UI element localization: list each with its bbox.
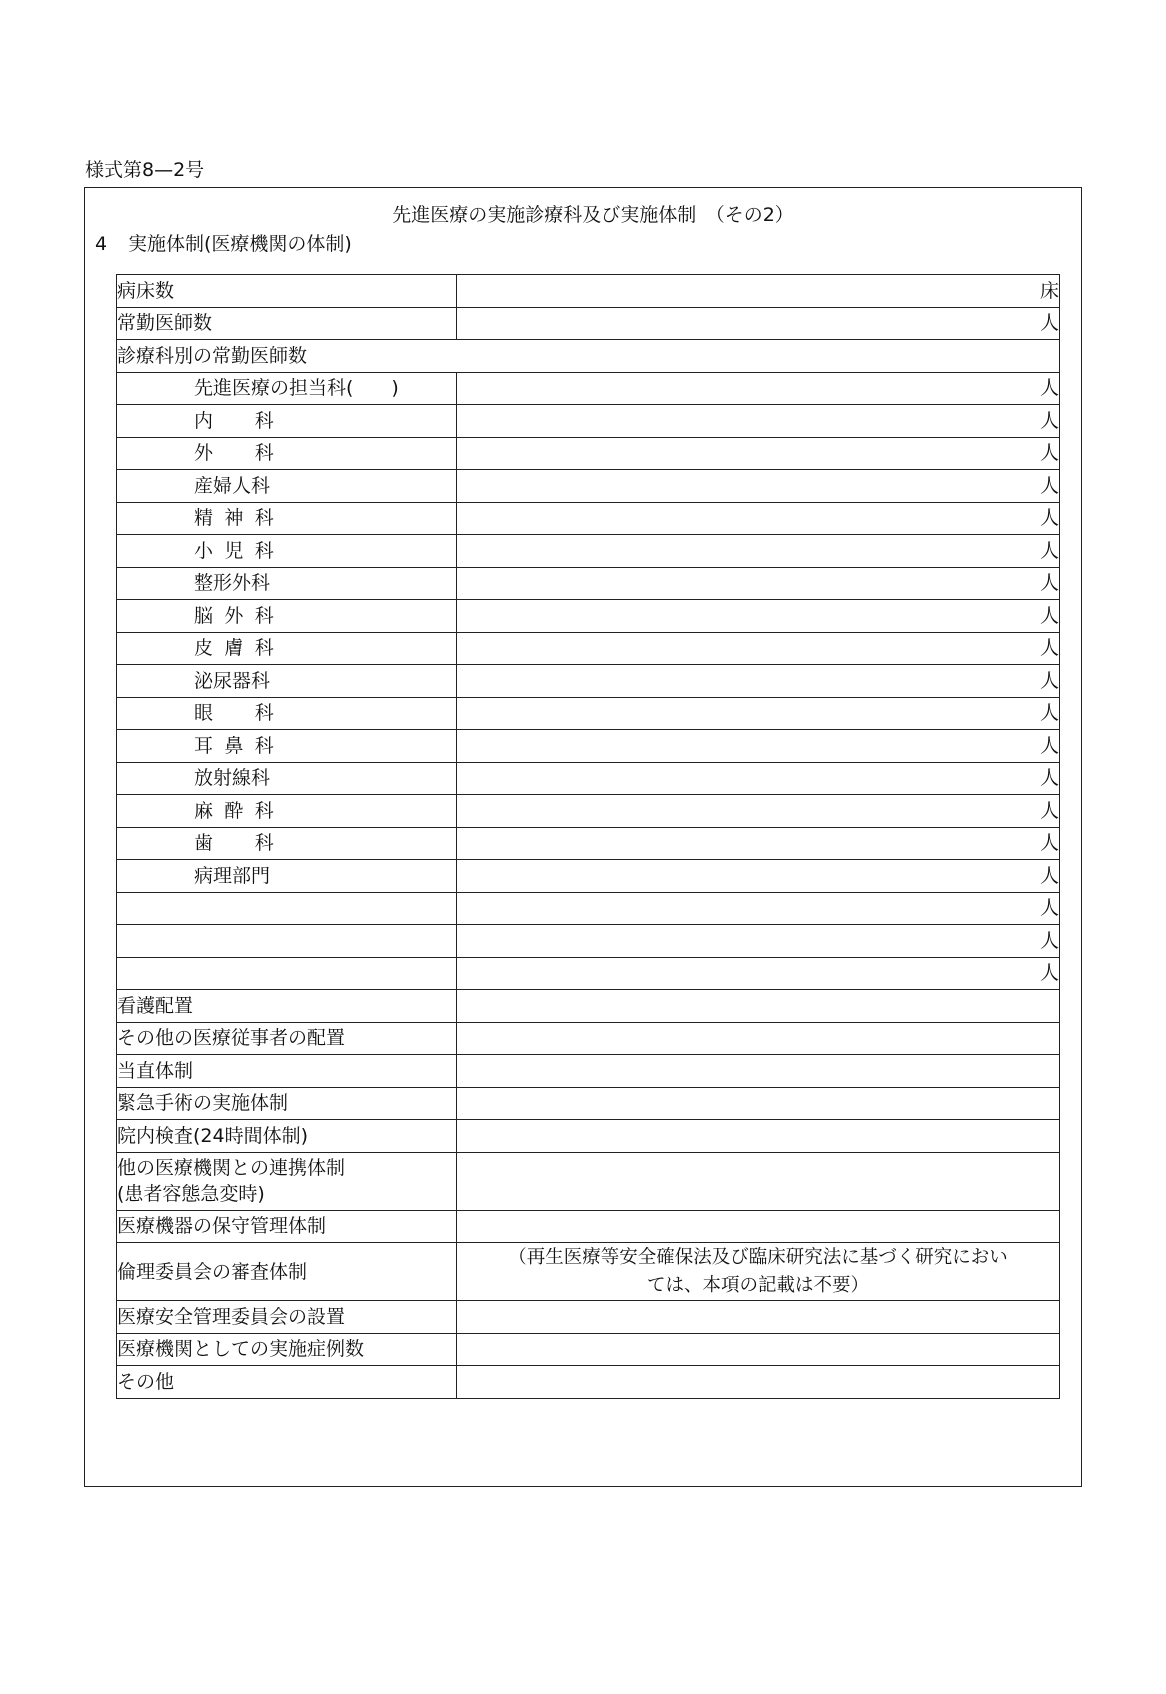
row-label (117, 1333, 457, 1366)
row-unit: 人 (1039, 442, 1059, 465)
row-label (117, 535, 457, 568)
row-label (117, 665, 457, 698)
row-unit: 人 (1039, 474, 1059, 497)
table-row (117, 1210, 1060, 1243)
row-label (117, 502, 457, 535)
table-row (117, 567, 1060, 600)
row-label-text: 内科 (194, 409, 316, 432)
row-label-text: 整形外科 (194, 572, 271, 595)
row-label (117, 827, 457, 860)
row-label-text: 麻酔科 (194, 799, 286, 822)
table-row (117, 1087, 1060, 1120)
form-number: 様式第8—2号 (85, 159, 205, 181)
table-row (117, 1152, 1060, 1210)
row-label-line: 他の医療機関との連携体制 (117, 1157, 346, 1179)
row-label-text: 看護配置 (117, 994, 194, 1017)
row-unit: 人 (1039, 897, 1059, 920)
row-unit: 人 (1039, 572, 1059, 595)
row-unit: 人 (1039, 604, 1059, 627)
row-label-text: 脳外科 (194, 604, 286, 627)
row-value-cell[interactable] (457, 1022, 1060, 1055)
row-value-cell[interactable] (457, 372, 1060, 405)
row-label (117, 730, 457, 763)
row-label (117, 600, 457, 633)
row-unit: 人 (1039, 929, 1059, 952)
row-value-cell[interactable] (457, 1152, 1060, 1210)
table-row (117, 600, 1060, 633)
row-label (117, 1120, 457, 1153)
row-unit: 人 (1039, 669, 1059, 692)
row-label (117, 372, 457, 405)
row-label (117, 275, 457, 308)
row-value-cell[interactable] (457, 307, 1060, 340)
row-label (117, 437, 457, 470)
table-row (117, 827, 1060, 860)
table-row (117, 502, 1060, 535)
table-row (117, 762, 1060, 795)
table-row (117, 990, 1060, 1023)
row-label-text: 院内検査(24時間体制) (117, 1124, 309, 1147)
table-row (117, 372, 1060, 405)
row-label-text: 産婦人科 (194, 474, 271, 497)
row-value-cell[interactable] (457, 697, 1060, 730)
table-row (117, 730, 1060, 763)
table-row (117, 307, 1060, 340)
table-row (117, 340, 1060, 373)
row-value-cell[interactable] (457, 1055, 1060, 1088)
row-note-line: （再生医療等安全確保法及び臨床研究法に基づく研究におい (508, 1246, 1008, 1268)
table-row (117, 1333, 1060, 1366)
row-label-text: 診療科別の常勤医師数 (117, 344, 308, 367)
row-value-cell[interactable] (457, 1301, 1060, 1334)
table-row (117, 1022, 1060, 1055)
row-value-cell[interactable] (457, 925, 1060, 958)
table-row (117, 1301, 1060, 1334)
row-label (117, 892, 457, 925)
row-label (117, 1210, 457, 1243)
row-label-text: 倫理委員会の審査体制 (117, 1260, 308, 1283)
table-row (117, 437, 1060, 470)
row-unit: 人 (1039, 539, 1059, 562)
row-unit: 人 (1039, 767, 1059, 790)
row-value-cell[interactable] (457, 275, 1060, 308)
table-row (117, 795, 1060, 828)
row-label (117, 307, 457, 340)
row-value-cell[interactable] (457, 892, 1060, 925)
table-row (117, 535, 1060, 568)
row-value-cell[interactable] (457, 1087, 1060, 1120)
row-unit: 人 (1039, 799, 1059, 822)
row-label-text: 耳鼻科 (194, 734, 286, 757)
staffing-table-body (117, 275, 1060, 1399)
row-label-text: 医療機器の保守管理体制 (117, 1215, 327, 1238)
row-label (117, 762, 457, 795)
row-unit: 床 (1039, 279, 1059, 302)
table-row (117, 1055, 1060, 1088)
row-unit: 人 (1039, 864, 1059, 887)
row-label-text: その他 (117, 1370, 175, 1393)
row-label (117, 1366, 457, 1399)
row-label-text: 医療機関としての実施症例数 (117, 1338, 365, 1361)
row-label (117, 340, 1060, 373)
row-value-cell[interactable] (457, 990, 1060, 1023)
row-label-text: 常勤医師数 (117, 312, 213, 335)
row-note-line: ては、本項の記載は不要） (646, 1274, 869, 1296)
row-value-cell[interactable] (457, 827, 1060, 860)
row-label (117, 632, 457, 665)
row-label-text: 外科 (194, 442, 316, 465)
row-label-text: 病理部門 (194, 864, 271, 887)
row-value-cell[interactable] (457, 957, 1060, 990)
form-frame (84, 187, 1082, 1487)
row-unit: 人 (1039, 734, 1059, 757)
row-label (117, 1055, 457, 1088)
row-label (117, 860, 457, 893)
row-value-cell[interactable] (457, 567, 1060, 600)
table-row (117, 1366, 1060, 1399)
row-unit: 人 (1039, 832, 1059, 855)
row-label (117, 957, 457, 990)
table-row (117, 632, 1060, 665)
table-row (117, 665, 1060, 698)
table-row (117, 697, 1060, 730)
table-row (117, 405, 1060, 438)
section-number: 4 (95, 233, 108, 255)
row-label-text: 小児科 (194, 539, 286, 562)
row-value-cell[interactable] (457, 470, 1060, 503)
row-label-text: 皮膚科 (194, 637, 286, 660)
row-label (117, 925, 457, 958)
row-label (117, 470, 457, 503)
row-label-text: 医療安全管理委員会の設置 (117, 1305, 346, 1328)
row-label (117, 405, 457, 438)
row-label (117, 1301, 457, 1334)
document-title: 先進医療の実施診療科及び実施体制 （その2） (392, 204, 794, 226)
row-unit: 人 (1039, 507, 1059, 530)
row-label-text: 精神科 (194, 507, 286, 530)
row-value-cell[interactable] (457, 1243, 1060, 1301)
row-value-cell[interactable] (457, 632, 1060, 665)
row-value-cell[interactable] (457, 502, 1060, 535)
row-label-text: 泌尿器科 (194, 669, 271, 692)
row-label (117, 795, 457, 828)
row-value-cell[interactable] (457, 860, 1060, 893)
row-unit: 人 (1039, 409, 1059, 432)
row-value-cell[interactable] (457, 600, 1060, 633)
row-label-text: 当直体制 (117, 1059, 194, 1082)
row-value-cell[interactable] (457, 1210, 1060, 1243)
row-unit: 人 (1039, 962, 1059, 985)
table-row (117, 1120, 1060, 1153)
row-value-cell[interactable] (457, 1333, 1060, 1366)
table-row (117, 860, 1060, 893)
row-label (117, 697, 457, 730)
row-value-cell[interactable] (457, 405, 1060, 438)
row-value-cell[interactable] (457, 535, 1060, 568)
row-label-text: 緊急手術の実施体制 (117, 1092, 289, 1115)
table-row (117, 957, 1060, 990)
row-label (117, 1087, 457, 1120)
row-label (117, 567, 457, 600)
section-heading (95, 232, 352, 256)
table-row (117, 275, 1060, 308)
row-value-cell[interactable] (457, 795, 1060, 828)
row-label-text: 眼科 (194, 702, 316, 725)
row-label (117, 1243, 457, 1301)
table-row (117, 470, 1060, 503)
row-label-text: 病床数 (117, 279, 175, 302)
row-label (117, 1022, 457, 1055)
row-value-cell[interactable] (457, 665, 1060, 698)
row-label-text: その他の医療従事者の配置 (117, 1027, 346, 1050)
row-value-cell[interactable] (457, 437, 1060, 470)
row-label-line: (患者容態急変時) (117, 1183, 265, 1205)
row-value-cell[interactable] (457, 1120, 1060, 1153)
row-label-text: 歯科 (194, 832, 316, 855)
section-heading-text: 実施体制(医療機関の体制) (128, 233, 352, 255)
row-label-text: 放射線科 (194, 767, 271, 790)
row-label-text: 先進医療の担当科( ) (194, 377, 399, 400)
row-unit: 人 (1039, 637, 1059, 660)
table-row (117, 1243, 1060, 1301)
row-value-cell[interactable] (457, 1366, 1060, 1399)
row-unit: 人 (1039, 377, 1059, 400)
row-unit: 人 (1039, 702, 1059, 725)
table-row (117, 892, 1060, 925)
row-value-cell[interactable] (457, 730, 1060, 763)
row-unit: 人 (1039, 312, 1059, 335)
row-label (117, 1152, 457, 1210)
table-row (117, 925, 1060, 958)
staffing-table (116, 274, 1060, 1399)
row-value-cell[interactable] (457, 762, 1060, 795)
row-label (117, 990, 457, 1023)
